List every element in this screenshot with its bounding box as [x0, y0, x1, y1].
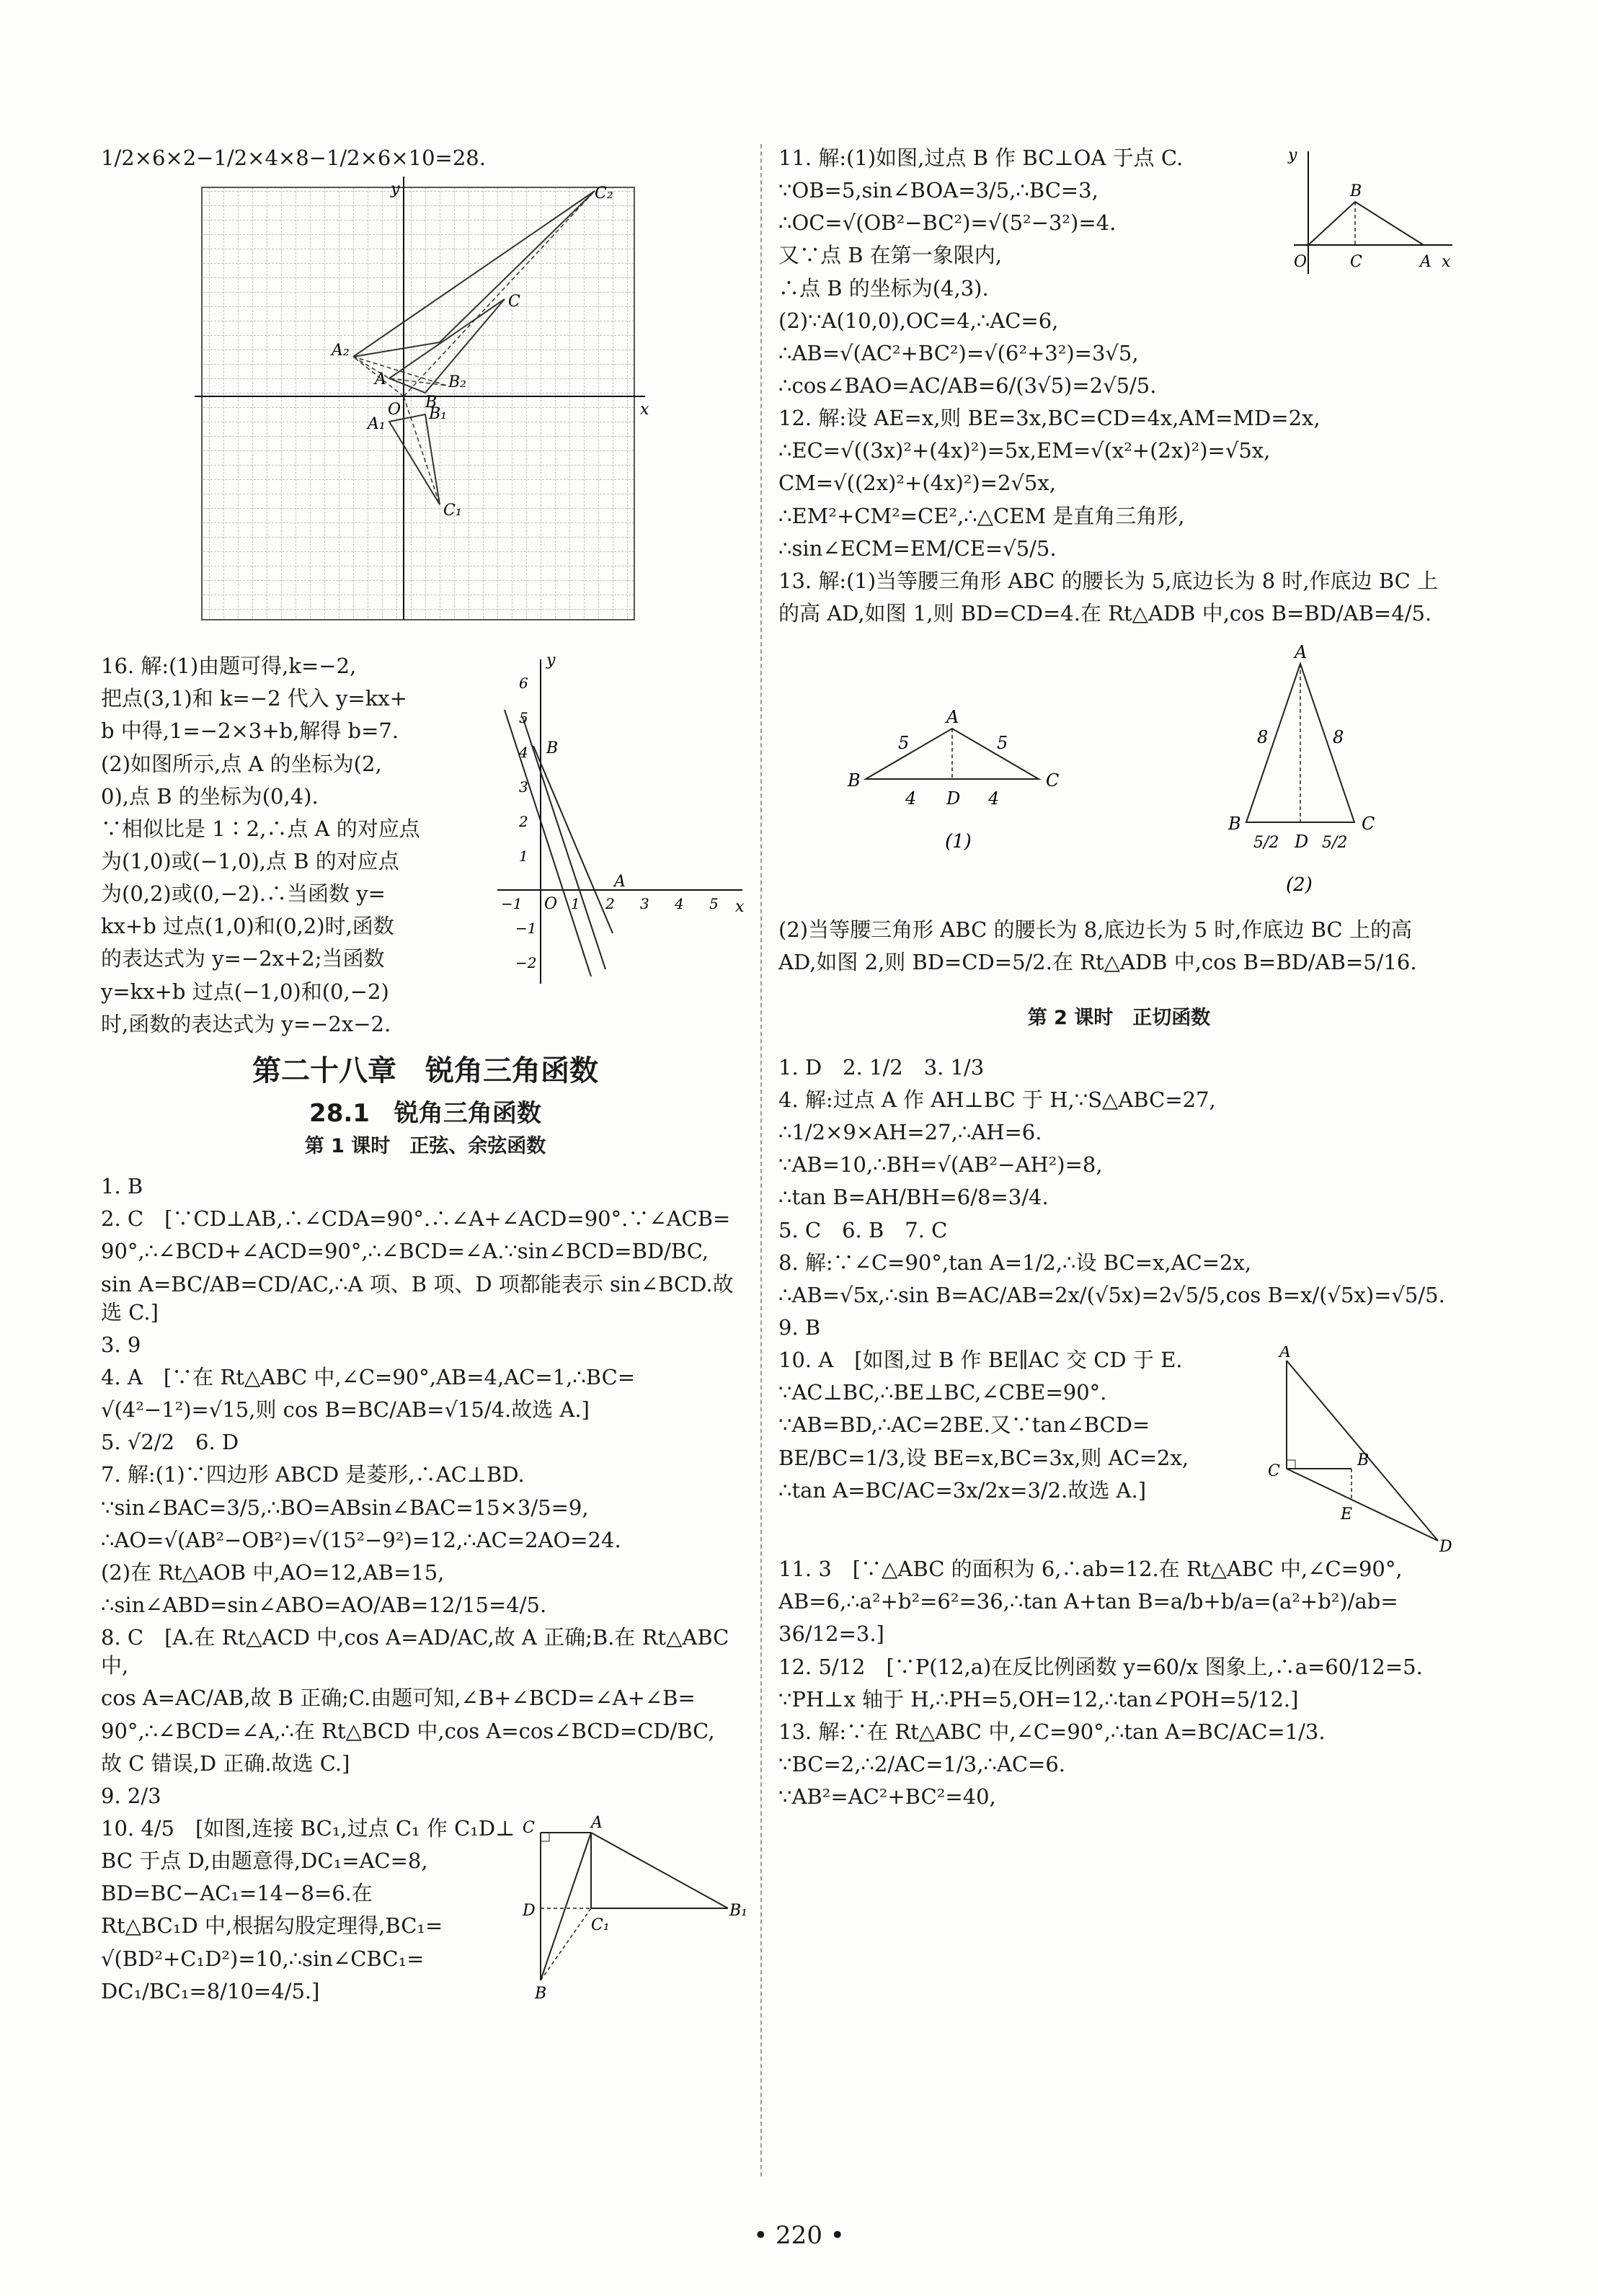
- grid-label-x: x: [640, 401, 649, 419]
- grid-label-c2: C₂: [595, 184, 613, 203]
- left-column: [101, 144, 750, 2010]
- answer-line: ∵AB²=AC²+BC²=40,: [778, 1784, 996, 1810]
- q16-line: 把点(3,1)和 k=−2 代入 y=kx+: [101, 686, 407, 711]
- answer-line: ∵sin∠BAC=3/5,∴BO=ABsin∠BAC=15×3/5=9,: [101, 1495, 589, 1520]
- q16-tick-x: 4: [675, 895, 684, 913]
- answer-line: 5. C 6. B 7. C: [778, 1217, 948, 1242]
- q10-line: BC 于点 D,由题意得,DC₁=AC=8,: [101, 1848, 428, 1874]
- grid-label-a: A: [375, 370, 386, 389]
- q16-line: 为(0,2)或(0,−2).∴当函数 y=: [101, 881, 386, 907]
- answer-line: ∴AO=√(AB²−OB²)=√(15²−9²)=12,∴AC=2AO=24.: [101, 1527, 621, 1552]
- q16-tick-y: −2: [515, 954, 537, 972]
- q10b-figure: [1258, 1346, 1460, 1555]
- q16-tick-y: 3: [519, 778, 528, 796]
- q10b-block: [778, 1346, 1460, 1555]
- coordinate-grid-figure: [195, 177, 656, 638]
- answer-line: ∵AB=10,∴BH=√(AB²−AH²)=8,: [778, 1152, 1103, 1178]
- answer-line: 的高 AD,如图 1,则 BD=CD=4.在 Rt△ADB 中,cos B=BD/AB=4/5.: [778, 600, 1432, 626]
- grid-label-y: y: [391, 180, 400, 199]
- q16-line: ∵相似比是 1∶2,∴点 A 的对应点: [101, 816, 420, 841]
- answer-line: AD,如图 2,则 BD=CD=5/2.在 Rt△ADB 中,cos B=BD/AB=5/16.: [778, 950, 1417, 975]
- q16-line: y=kx+b 过点(−1,0)和(0,−2): [101, 979, 389, 1004]
- answer-line: 7. 解:(1)∵四边形 ABCD 是菱形,∴AC⊥BD.: [101, 1462, 525, 1487]
- q10b-line: 10. A [如图,过 B 作 BE∥AC 交 CD 于 E.: [778, 1348, 1183, 1373]
- grid-label-o: O: [388, 401, 401, 419]
- q10-label-b1: B₁: [729, 1901, 747, 1920]
- answer-line: ∵BC=2,∴2/AC=1/3,∴AC=6.: [778, 1751, 1065, 1776]
- q16-tick-x: 3: [640, 895, 649, 913]
- tri2-label-a: A: [1294, 642, 1308, 663]
- q10b-label-d: D: [1439, 1538, 1452, 1556]
- answer-line: cos A=AC/AB,故 B 正确;C.由题可知,∠B+∠BCD=∠A+∠B=: [101, 1686, 696, 1711]
- tri1-label-d: D: [946, 788, 961, 809]
- q10-label-a: A: [591, 1814, 603, 1832]
- tri2-side-right: 8: [1332, 727, 1344, 748]
- grid-label-a1: A₁: [368, 415, 386, 434]
- q10-line: 10. 4/5 [如图,连接 BC₁,过点 C₁ 作 C₁D⊥: [101, 1815, 515, 1841]
- answer-line: 90°,∴∠BCD+∠ACD=90°,∴∠BCD=∠A.∵sin∠BCD=BD/BC,: [101, 1239, 709, 1264]
- q10-line: DC₁/BC₁=8/10=4/5.]: [101, 1978, 320, 2003]
- q16-tick-x: 2: [605, 895, 615, 913]
- q10-line: √(BD²+C₁D²)=10,∴sin∠CBC₁=: [101, 1946, 425, 1971]
- q11-line: ∴OC=√(OB²−BC²)=√(5²−3²)=4.: [778, 210, 1117, 236]
- q11-label-o: O: [1294, 253, 1308, 271]
- q11-line: ∵OB=5,sin∠BOA=3/5,∴BC=3,: [778, 178, 1098, 203]
- q11-figure: [1279, 144, 1460, 288]
- answer-line: 2. C [∵CD⊥AB,∴∠CDA=90°.∴∠A+∠ACD=90°.∵∠ACB=: [101, 1206, 731, 1232]
- tri2-caption: (2): [1285, 874, 1313, 896]
- answer-line: ∴sin∠ECM=EM/CE=√5/5.: [778, 535, 1057, 561]
- answer-line: (2)在 Rt△AOB 中,AO=12,AB=15,: [101, 1559, 445, 1585]
- q16-line: b 中得,1=−2×3+b,解得 b=7.: [101, 718, 399, 744]
- q10-line: Rt△BC₁D 中,根据勾股定理得,BC₁=: [101, 1913, 443, 1939]
- answer-line: ∴sin∠ABD=sin∠ABO=AO/AB=12/15=4/5.: [101, 1592, 547, 1617]
- answer-line: ∵PH⊥x 轴于 H,∴PH=5,OH=12,∴tan∠POH=5/12.]: [778, 1686, 1299, 1712]
- q16-label-o: O: [544, 895, 558, 914]
- q11-label-c: C: [1350, 253, 1362, 271]
- grid-label-b1: B₁: [429, 405, 447, 424]
- q16-line: 16. 解:(1)由题可得,k=−2,: [101, 654, 357, 679]
- q16-label-y: y: [546, 652, 556, 670]
- q16-tick-y: 1: [519, 847, 528, 866]
- answer-line: 12. 5/12 [∵P(12,a)在反比例函数 y=60/x 图象上,∴a=60/12=5.: [778, 1654, 1423, 1679]
- answer-line: 故 C 错误,D 正确.故选 C.]: [101, 1750, 350, 1776]
- q16-line: (2)如图所示,点 A 的坐标为(2,: [101, 751, 382, 776]
- q16-line: 时,函数的表达式为 y=−2x−2.: [101, 1011, 391, 1036]
- answer-line: 5. √2/2 6. D: [101, 1430, 239, 1455]
- q16-label-b: B: [546, 739, 559, 758]
- q13-figures: [778, 642, 1460, 902]
- q10-label-b: B: [535, 1984, 547, 2002]
- answer-line: (2)当等腰三角形 ABC 的腰长为 8,底边长为 5 时,作底边 BC 上的高: [778, 917, 1412, 943]
- q10b-label-a: A: [1279, 1346, 1291, 1362]
- q11-label-b: B: [1350, 182, 1362, 200]
- answer-line: 9. B: [778, 1314, 821, 1340]
- q10b-line: BE/BC=1/3,设 BE=x,BC=3x,则 AC=2x,: [778, 1445, 1189, 1470]
- q10b-label-b: B: [1357, 1451, 1370, 1470]
- answer-line: ∴EC=√((3x)²+(4x)²)=5x,EM=√(x²+(2x)²)=√5x,: [778, 438, 1271, 463]
- q16-tick-x: −1: [501, 895, 523, 913]
- q16-tick-y: −1: [515, 920, 537, 938]
- tri1-label-a: A: [946, 707, 959, 728]
- tri1-label-c: C: [1046, 770, 1060, 791]
- q16-tick-y: 6: [519, 675, 528, 693]
- answer-line: ∴EM²+CM²=CE²,∴△CEM 是直角三角形,: [778, 503, 1185, 528]
- column-divider: [760, 144, 762, 2176]
- grid-label-a2: A₂: [332, 342, 350, 360]
- q11-label-y: y: [1288, 146, 1297, 164]
- q11-block: [778, 144, 1460, 404]
- page-number: • 220 •: [753, 2221, 845, 2250]
- q16-tick-y: 2: [519, 813, 528, 831]
- answer-line: 36/12=3.]: [778, 1621, 884, 1647]
- q10-triangle-figure: [519, 1815, 750, 2002]
- q16-line-graph: [490, 652, 750, 991]
- grid-label-b: B: [425, 393, 438, 412]
- q11-line: ∴点 B 的坐标为(4,3).: [778, 275, 989, 301]
- q16-line: 的表达式为 y=−2x+2;当函数: [101, 946, 385, 971]
- tri2-base-right: 5/2: [1321, 834, 1348, 853]
- answer-line: 3. 9: [101, 1332, 141, 1357]
- answer-line: 12. 解:设 AE=x,则 BE=3x,BC=CD=4x,AM=MD=2x,: [778, 406, 1320, 431]
- answer-line: ∴AB=√5x,∴sin B=AC/AB=2x/(√5x)=2√5/5,cos B=x/(√5x)=√5/5.: [778, 1282, 1445, 1307]
- section-title: 28.1 锐角三角函数: [309, 1098, 541, 1128]
- tri2-label-c: C: [1361, 814, 1375, 835]
- tri1-side-left: 5: [898, 733, 910, 754]
- tri1-base-right: 4: [988, 788, 1000, 809]
- tri2-base-left: 5/2: [1253, 834, 1279, 853]
- q10b-label-c: C: [1268, 1462, 1280, 1481]
- lesson-title: 第 1 课时 正弦、余弦函数: [304, 1134, 546, 1157]
- answer-line: 8. 解:∵∠C=90°,tan A=1/2,∴设 BC=x,AC=2x,: [778, 1250, 1252, 1275]
- answer-line: √(4²−1²)=√15,则 cos B=BC/AB=√15/4.故选 A.]: [101, 1397, 590, 1423]
- q11-label-a: A: [1420, 253, 1431, 271]
- q11-label-x: x: [1442, 253, 1451, 271]
- q16-label-x: x: [735, 898, 745, 917]
- triangle-figure-1: [844, 642, 1082, 858]
- tri1-label-b: B: [848, 770, 861, 791]
- grid-label-c: C: [508, 293, 520, 311]
- tri2-label-d: D: [1294, 832, 1308, 853]
- q10-line: BD=BC−AC₁=14−8=6.在: [101, 1881, 373, 1906]
- q16-line: 0),点 B 的坐标为(0,4).: [101, 783, 319, 809]
- answer-line: 4. A [∵在 Rt△ABC 中,∠C=90°,AB=4,AC=1,∴BC=: [101, 1365, 636, 1389]
- answer-line: 13. 解:(1)当等腰三角形 ABC 的腰长为 5,底边长为 8 时,作底边 BC 上: [778, 568, 1439, 593]
- answer-line: ∴tan B=AH/BH=6/8=3/4.: [778, 1185, 1049, 1210]
- q16-tick-y: 4: [519, 744, 528, 762]
- q10b-line: ∵AC⊥BC,∴BE⊥BC,∠CBE=90°.: [778, 1380, 1107, 1405]
- answer-line: 8. C [A.在 Rt△ACD 中,cos A=AD/AC,故 A 正确;B.在 Rt△ABC 中,: [101, 1625, 736, 1678]
- top-line: 1/2×6×2−1/2×4×8−1/2×6×10=28.: [101, 146, 486, 170]
- q10-block: [101, 1815, 750, 2010]
- tri1-base-left: 4: [905, 788, 917, 809]
- q11-line: 11. 解:(1)如图,过点 B 作 BC⊥OA 于点 C.: [778, 146, 1184, 170]
- answer-line: 4. 解:过点 A 作 AH⊥BC 于 H,∵S△ABC=27,: [778, 1087, 1216, 1112]
- q11-line: 又∵点 B 在第一象限内,: [778, 243, 1002, 268]
- answer-line: ∴1/2×9×AH=27,∴AH=6.: [778, 1120, 1042, 1145]
- right-column: [778, 144, 1460, 1815]
- answer-line: 9. 2/3: [101, 1783, 161, 1808]
- q10b-line: ∵AB=BD,∴AC=2BE.又∵tan∠BCD=: [778, 1412, 1150, 1438]
- answer-line: 1. B: [101, 1174, 143, 1199]
- grid-label-c1: C₁: [443, 502, 462, 520]
- answer-line: 90°,∴∠BCD=∠A,∴在 Rt△BCD 中,cos A=cos∠BCD=CD/BC,: [101, 1718, 715, 1743]
- answer-line: 13. 解:∵在 Rt△ABC 中,∠C=90°,∴tan A=BC/AC=1/3.: [778, 1719, 1326, 1744]
- q10-label-c: C: [523, 1818, 535, 1837]
- q16-block: [101, 652, 750, 1043]
- answer-line: sin A=BC/AB=CD/AC,∴A 项、B 项、D 项都能表示 sin∠BCD.故选 C.]: [101, 1271, 734, 1325]
- answer-line: 11. 3 [∵△ABC 的面积为 6,∴ab=12.在 Rt△ABC 中,∠C=90°,: [778, 1557, 1403, 1582]
- q11-line: (2)∵A(10,0),OC=4,∴AC=6,: [778, 308, 1059, 333]
- q10-label-d: D: [523, 1901, 536, 1920]
- q16-label-a: A: [614, 873, 626, 891]
- tri1-caption: (1): [945, 831, 972, 853]
- triangle-figure-2: [1214, 642, 1394, 902]
- answer-line: 1. D 2. 1/2 3. 1/3: [778, 1054, 985, 1080]
- q16-line: kx+b 过点(1,0)和(0,2)时,函数: [101, 914, 394, 939]
- chapter-title: 第二十八章 锐角三角函数: [252, 1054, 598, 1087]
- tri2-label-b: B: [1228, 814, 1241, 835]
- q16-tick-x: 1: [571, 895, 580, 913]
- q10-label-c1: C₁: [591, 1915, 610, 1934]
- q16-line: 为(1,0)或(−1,0),点 B 的对应点: [101, 848, 399, 873]
- answer-line: AB=6,∴a²+b²=6²=36,∴tan A+tan B=a/b+b/a=(a²+b²)/ab=: [778, 1589, 1398, 1614]
- q10b-line: ∴tan A=BC/AC=3x/2x=3/2.故选 A.]: [778, 1477, 1147, 1503]
- lesson-2-title: 第 2 课时 正切函数: [1027, 1007, 1211, 1030]
- q16-tick-x: 5: [709, 895, 719, 913]
- answer-line: CM=√((2x)²+(4x)²)=2√5x,: [778, 471, 1056, 496]
- q11-line: ∴AB=√(AC²+BC²)=√(6²+3²)=3√5,: [778, 340, 1139, 365]
- grid-label-b2: B₂: [448, 373, 466, 392]
- q11-line: ∴cos∠BAO=AC/AB=6/(3√5)=2√5/5.: [778, 373, 1157, 398]
- q16-tick-y: 5: [519, 709, 528, 727]
- q10b-label-e: E: [1341, 1505, 1353, 1524]
- tri2-side-left: 8: [1256, 727, 1269, 748]
- tri1-side-right: 5: [997, 733, 1008, 754]
